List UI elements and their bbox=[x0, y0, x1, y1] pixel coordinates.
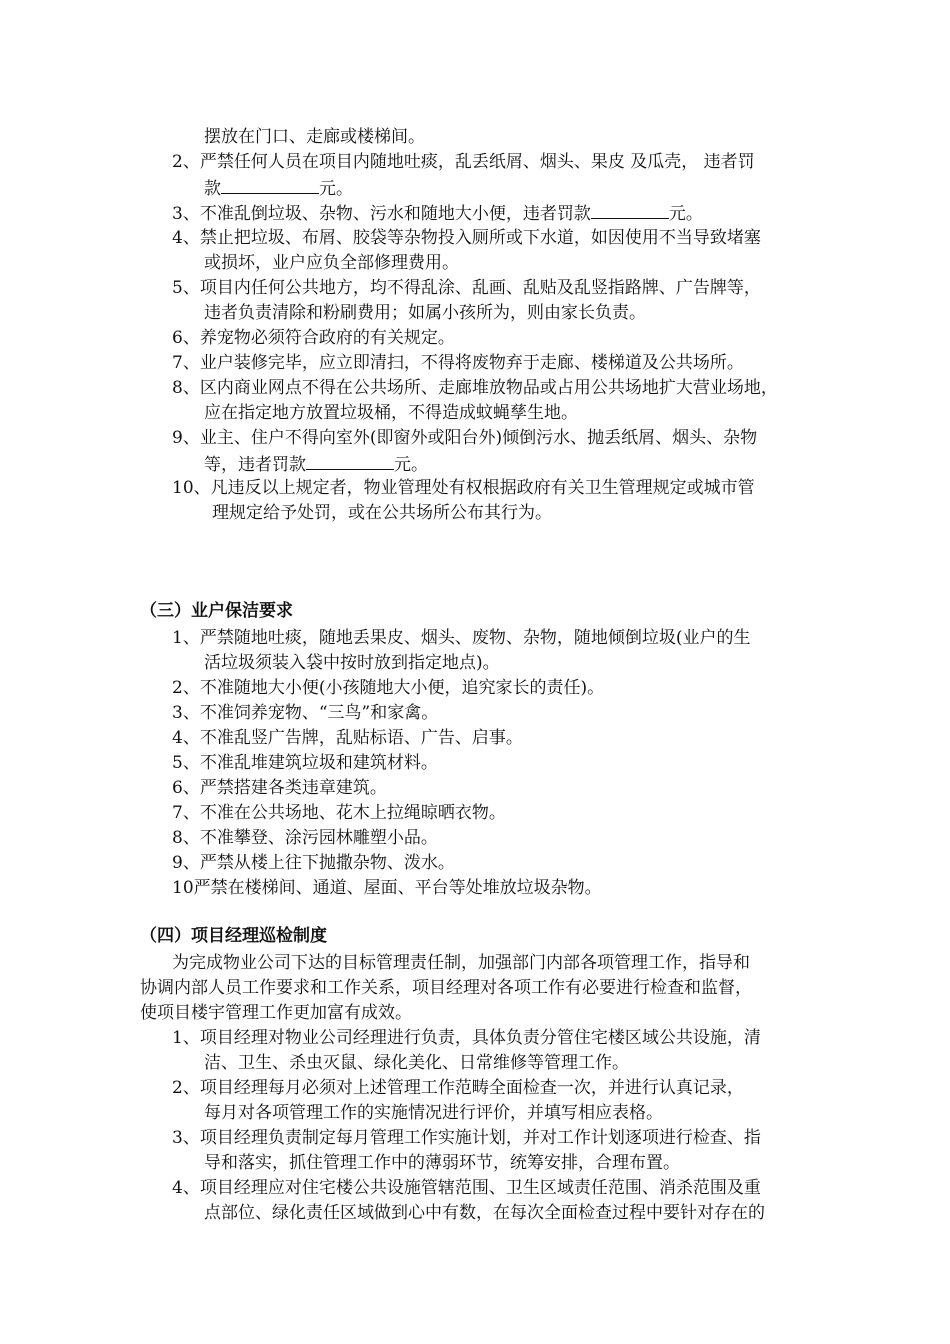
list-item-9-line2 bbox=[204, 451, 428, 478]
list-item-4-line2: 或损坏，业户应负全部修理费用。 bbox=[204, 253, 459, 273]
intro-line: 协调内部人员工作要求和工作关系，项目经理对各项工作有必要进行检查和监督， bbox=[140, 978, 752, 998]
section-heading: （三）业户保洁要求 bbox=[140, 601, 293, 621]
list-item-8-line1: 8、不准攀登、涂污园林雕塑小品。 bbox=[172, 828, 438, 848]
fine-amount-blank bbox=[221, 175, 319, 194]
list-item-5-line1: 5、不准乱堆建筑垃圾和建筑材料。 bbox=[172, 753, 438, 773]
fine-amount-blank bbox=[306, 451, 394, 470]
list-item-8-line1: 8、区内商业网点不得在公共场所、走廊堆放物品或占用公共场地扩大营业场地， bbox=[172, 378, 778, 398]
list-item-1-line2: 洁、卫生、杀虫灭鼠、绿化美化、日常维修等管理工作。 bbox=[204, 1053, 629, 1073]
list-item-2-line2 bbox=[204, 175, 353, 202]
text: 款 bbox=[204, 179, 221, 199]
list-item-6-line1: 6、严禁搭建各类违章建筑。 bbox=[172, 778, 387, 798]
list-item-7-line1: 7、业户装修完毕，应立即清扫，不得将废物弃于走廊、楼梯道及公共场所。 bbox=[172, 353, 744, 373]
list-item-2-line2: 每月对各项管理工作的实施情况进行评价，并填写相应表格。 bbox=[204, 1103, 663, 1123]
list-item-4-line1: 4、不准乱竖广告牌，乱贴标语、广告、启事。 bbox=[172, 728, 523, 748]
fine-amount-blank bbox=[591, 200, 669, 219]
list-item-10-line1: 10、凡违反以上规定者，物业管理处有权根据政府有关卫生管理规定或城市管 bbox=[172, 478, 755, 498]
list-item-3-line2: 导和落实，抓住管理工作中的薄弱环节，统筹安排，合理布置。 bbox=[204, 1153, 680, 1173]
list-item-6-line1: 6、养宠物必须符合政府的有关规定。 bbox=[172, 328, 455, 348]
list-item-10-line2: 理规定给予处罚，或在公共场所公布其行为。 bbox=[212, 503, 552, 523]
list-item-8-line2: 应在指定地方放置垃圾桶，不得造成蚊蝇孳生地。 bbox=[204, 403, 578, 423]
text: 等，违者罚款 bbox=[204, 455, 306, 475]
text: 元。 bbox=[319, 179, 353, 199]
list-item-5-line2: 违者负责清除和粉刷费用；如属小孩所为，则由家长负责。 bbox=[204, 303, 646, 323]
list-item-3-line1: 3、不准饲养宠物、“三鸟”和家禽。 bbox=[172, 703, 439, 723]
list-item-2-line1: 2、不准随地大小便(小孩随地大小便，追究家长的责任)。 bbox=[172, 678, 605, 698]
list-item-3-line1: 3、项目经理负责制定每月管理工作实施计划，并对工作计划逐项进行检查、指 bbox=[172, 1128, 761, 1148]
list-item-7-line1: 7、不准在公共场地、花木上拉绳晾晒衣物。 bbox=[172, 803, 506, 823]
text: 元。 bbox=[394, 455, 428, 475]
list-item-1-line1: 1、项目经理对物业公司经理进行负责，具体负责分管住宅楼区域公共设施，清 bbox=[172, 1028, 761, 1048]
list-item-4-line2: 点部位、绿化责任区域做到心中有数，在每次全面检查过程中要针对存在的 bbox=[204, 1203, 765, 1223]
list-item-1-line1: 1、严禁随地吐痰，随地丢果皮、烟头、废物、杂物，随地倾倒垃圾(业户的生 bbox=[172, 628, 751, 648]
text: 3、不准乱倒垃圾、杂物、污水和随地大小便，违者罚款 bbox=[172, 204, 591, 224]
list-item-5-line1: 5、项目内任何公共地方，均不得乱涂、乱画、乱贴及乱竖指路牌、广告牌等， bbox=[172, 278, 761, 298]
list-item-4-line1: 4、项目经理应对住宅楼公共设施管辖范围、卫生区域责任范围、消杀范围及重 bbox=[172, 1178, 761, 1198]
text: 元。 bbox=[668, 204, 703, 224]
list-item-9-line1: 9、业主、住户不得向室外(即窗外或阳台外)倾倒污水、抛丢纸屑、烟头、杂物 bbox=[172, 428, 758, 448]
intro-line: 为完成物业公司下达的目标管理责任制，加强部门内部各项管理工作，指导和 bbox=[172, 953, 750, 973]
list-item-1-line2: 活垃圾须装入袋中按时放到指定地点)。 bbox=[204, 653, 500, 673]
list-item-4-line1: 4、禁止把垃圾、布屑、胶袋等杂物投入厕所或下水道，如因使用不当导致堵塞 bbox=[172, 228, 761, 248]
section-heading: （四）项目经理巡检制度 bbox=[140, 926, 327, 946]
paragraph-line: 摆放在门口、走廊或楼梯间。 bbox=[204, 127, 425, 147]
list-item-2-line1: 2、项目经理每月必须对上述管理工作范畴全面检查一次，并进行认真记录， bbox=[172, 1078, 744, 1098]
intro-line: 使项目楼宇管理工作更加富有成效。 bbox=[140, 1003, 412, 1023]
list-item-9-line1: 9、严禁从楼上往下抛撒杂物、泼水。 bbox=[172, 853, 455, 873]
list-item-2-line1: 2、严禁任何人员在项目内随地吐痰，乱丢纸屑、烟头、果皮 及瓜壳， 违者罚 bbox=[172, 152, 755, 172]
list-item-10-line1: 10严禁在楼梯间、通道、屋面、平台等处堆放垃圾杂物。 bbox=[172, 878, 602, 898]
list-item-3-line1 bbox=[172, 200, 703, 227]
